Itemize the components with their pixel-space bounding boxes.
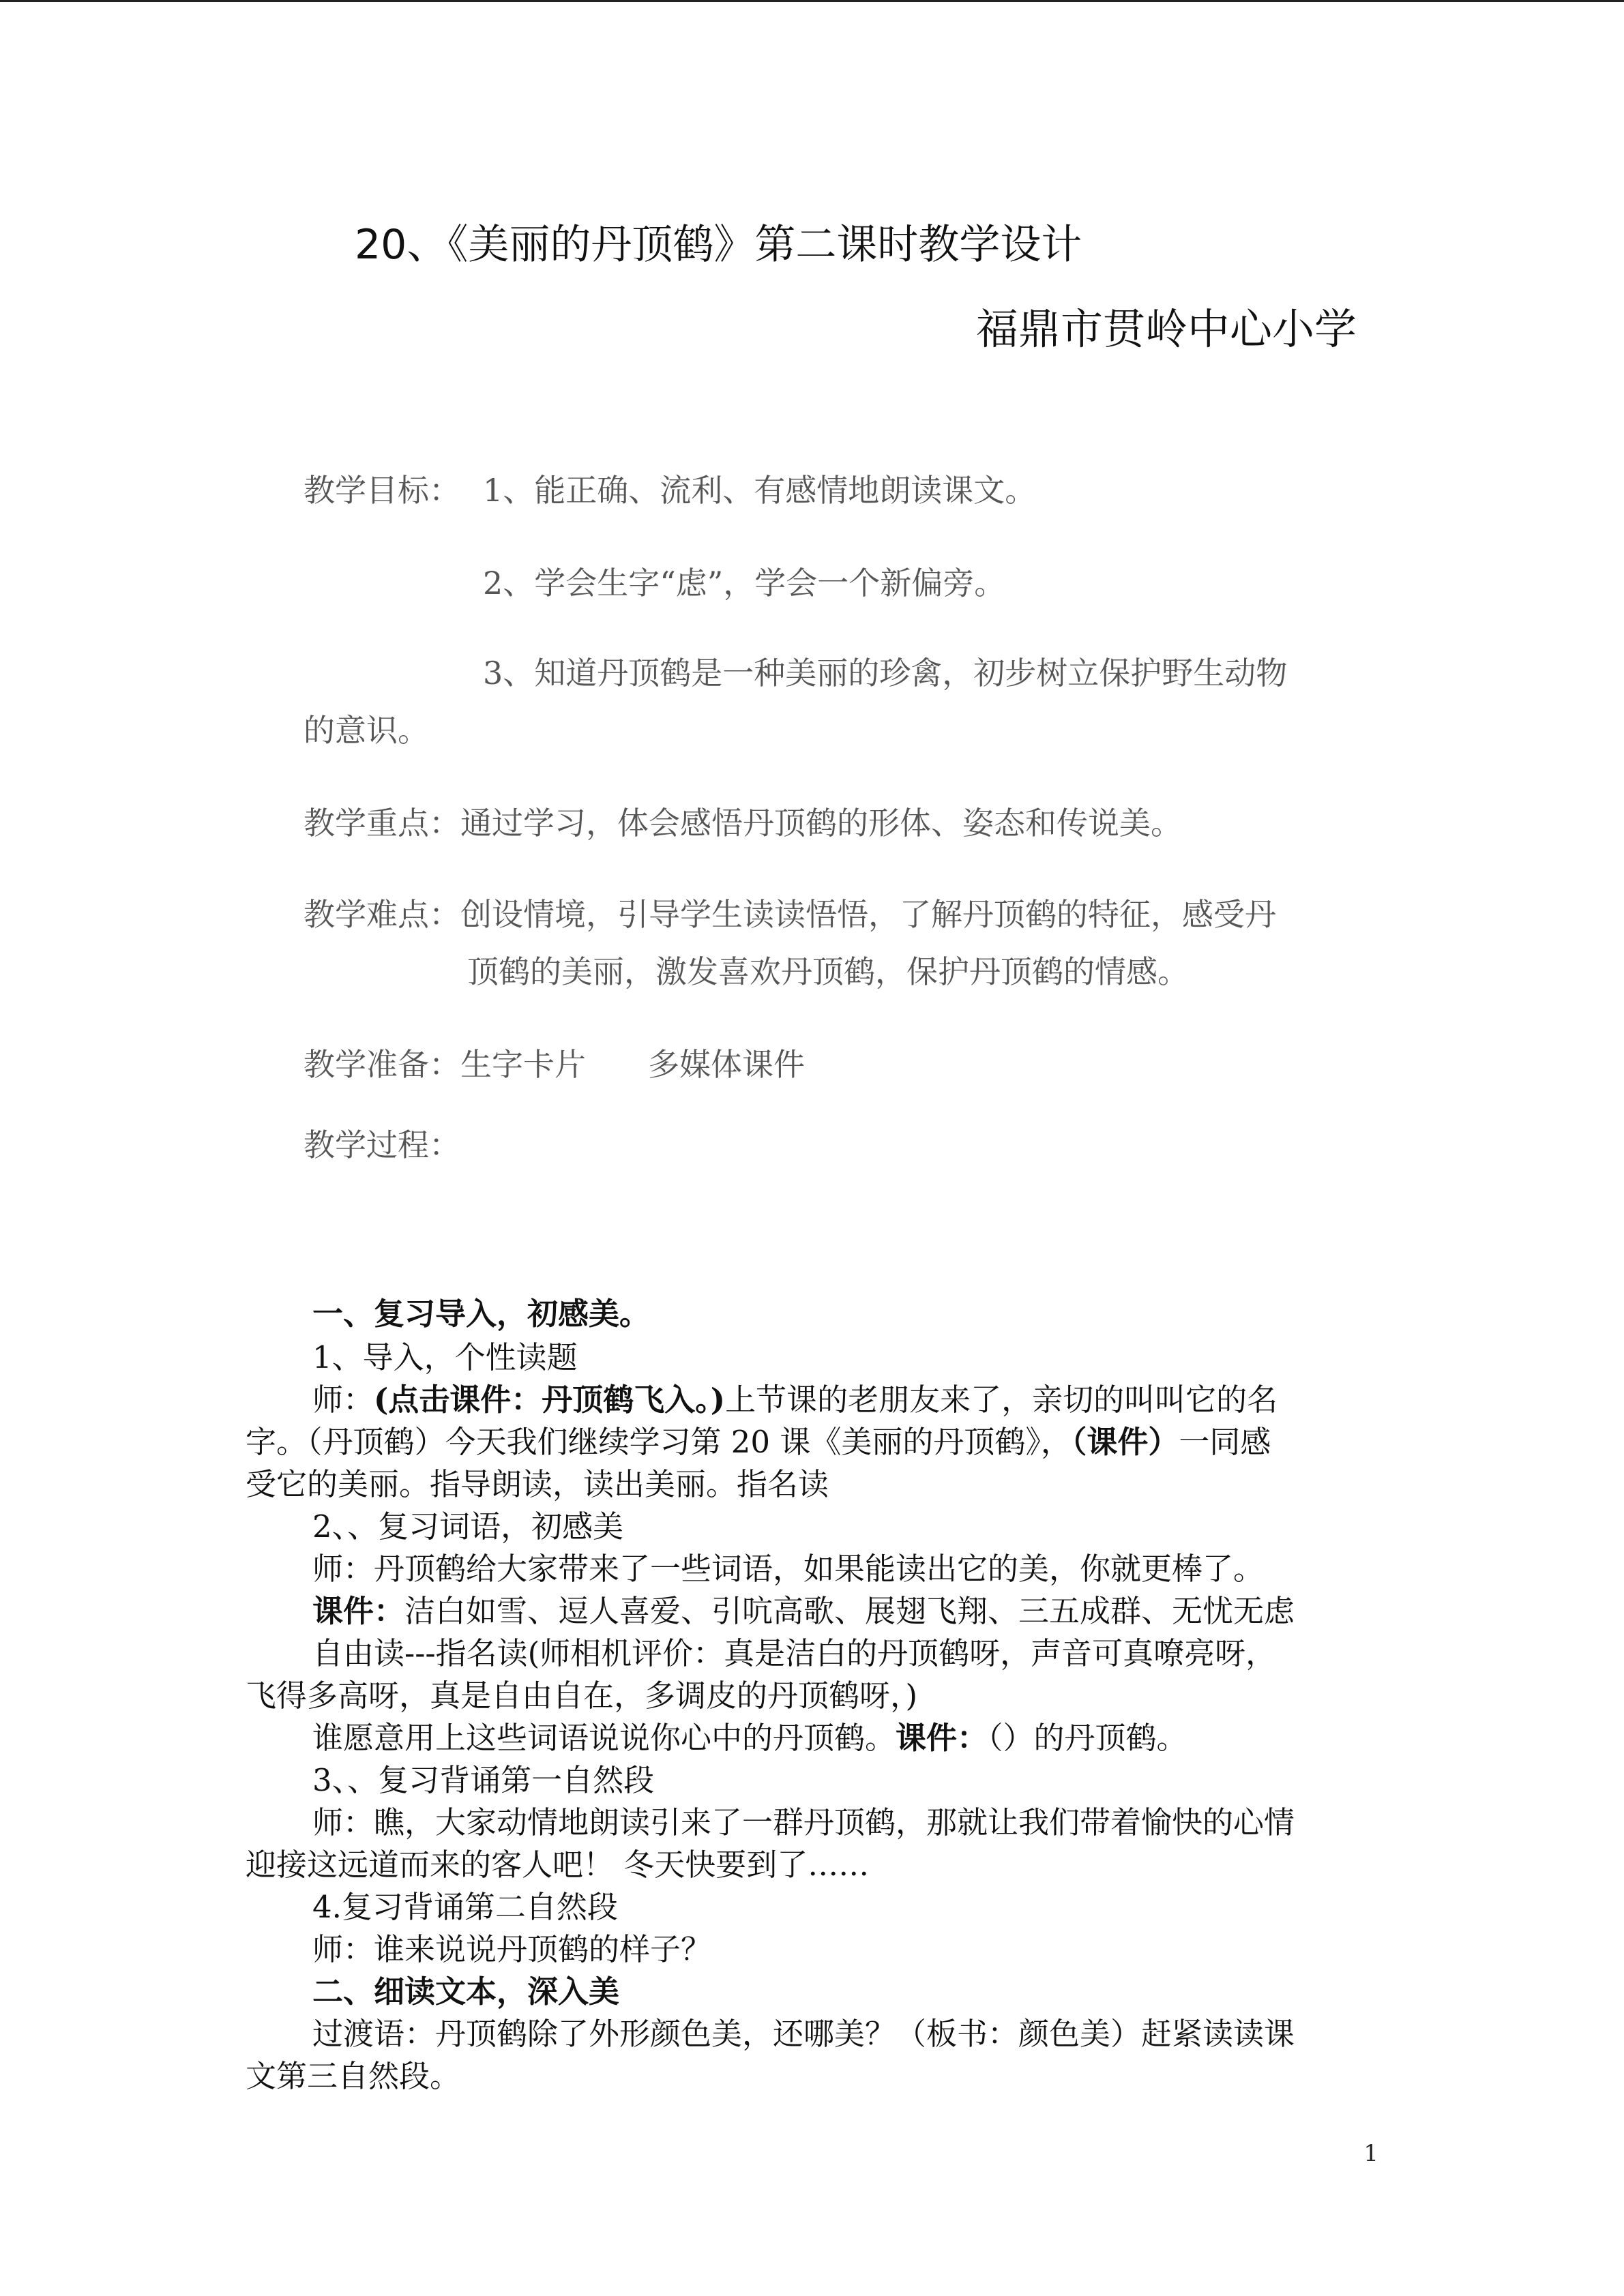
paragraph-3-bold: 课件： (312, 1593, 405, 1629)
difficulties-line-2: 顶鹤的美丽，激发喜欢丹顶鹤，保护丹顶鹤的情感。 (467, 953, 1189, 990)
section-1-step-2: 2、、复习词语，初感美 (312, 1508, 624, 1545)
section-1-heading: 一、复习导入，初感美。 (312, 1296, 651, 1332)
section-2-paragraph-line-1: 过渡语：丹顶鹤除了外形颜色美，还哪美？（板书：颜色美）赶紧读读课 (312, 2016, 1295, 2052)
paragraph-1-line-2-a: 字。（丹顶鹤）今天我们继续学习第 20 课《美丽的丹顶鹤》， (246, 1424, 1072, 1460)
paragraph-7: 师：谁来说说丹顶鹤的样子？ (312, 1931, 712, 1967)
paragraph-5-a: 谁愿意用上这些词语说说你心中的丹顶鹤。 (312, 1720, 896, 1756)
paragraph-4-line-1: 自由读---指名读(师相机评价：真是洁白的丹顶鹤呀，声音可真嘹亮呀， (312, 1635, 1277, 1671)
paragraph-2: 师：丹顶鹤给大家带来了一些词语，如果能读出它的美，你就更棒了。 (312, 1551, 1265, 1587)
paragraph-1-rest: 上节课的老朋友来了，亲切的叫叫它的名 (725, 1382, 1278, 1418)
section-1-step-3: 3、、复习背诵第一自然段 (312, 1762, 655, 1798)
objective-item-3-continued: 的意识。 (304, 712, 429, 749)
paragraph-4-line-2: 飞得多高呀，真是自由自在，多调皮的丹顶鹤呀，) (246, 1678, 918, 1714)
paragraph-3 (312, 1586, 1295, 1630)
page-number: 1 (1363, 2140, 1378, 2167)
paragraph-1-line-2 (246, 1417, 1271, 1461)
paragraph-6-line-1: 师：瞧，大家动情地朗读引来了一群丹顶鹤，那就让我们带着愉快的心情 (312, 1804, 1295, 1840)
key-points: 教学重点：通过学习，体会感悟丹顶鹤的形体、姿态和传说美。 (304, 805, 1182, 841)
paragraph-5 (312, 1713, 1187, 1757)
paragraph-6-line-2: 迎接这远道而来的客人吧！ 冬天快要到了…… (246, 1847, 870, 1883)
paragraph-3-rest: 洁白如雪、逗人喜爱、引吭高歌、展翅飞翔、三五成群、无忧无虑 (404, 1593, 1295, 1629)
preparation-label: 教学准备：生字卡片 (304, 1046, 586, 1083)
paragraph-1-line-3: 受它的美丽。指导朗读，读出美丽。指名读 (246, 1466, 829, 1502)
paragraph-5-bold: 课件： (896, 1720, 988, 1756)
objective-item-1: 1、能正确、流利、有感情地朗读课文。 (483, 472, 1037, 509)
document-title: 20、《美丽的丹顶鹤》第二课时教学设计 (355, 221, 1082, 269)
paragraph-1-bold: (点击课件：丹顶鹤飞入。) (374, 1382, 726, 1418)
process-label: 教学过程： (304, 1127, 460, 1163)
school-name: 福鼎市贯岭中心小学 (975, 304, 1357, 354)
section-1-step-1: 1、导入，个性读题 (312, 1339, 578, 1375)
objective-item-2: 2、学会生字“虑”，学会一个新偏旁。 (483, 565, 1006, 601)
section-2-paragraph-line-2: 文第三自然段。 (246, 2058, 461, 2094)
section-2-heading: 二、细读文本，深入美 (312, 1973, 620, 2010)
paragraph-1-line-1 (312, 1375, 1278, 1419)
preparation-item-2: 多媒体课件 (648, 1046, 805, 1083)
paragraph-1-prefix: 师： (312, 1382, 374, 1418)
objective-item-3: 3、知道丹顶鹤是一种美丽的珍禽，初步树立保护野生动物 (483, 655, 1288, 691)
paragraph-1-line-2-b: 一同感 (1179, 1424, 1271, 1460)
section-1-step-4: 4.复习背诵第二自然段 (312, 1889, 618, 1925)
paragraph-5-b: （）的丹顶鹤。 (988, 1720, 1187, 1756)
paragraph-1-line-2-bold: （课件） (1071, 1424, 1179, 1460)
objectives-label: 教学目标： (304, 472, 460, 509)
difficulties-line-1: 教学难点：创设情境，引导学生读读悟悟，了解丹顶鹤的特征，感受丹 (304, 896, 1276, 933)
